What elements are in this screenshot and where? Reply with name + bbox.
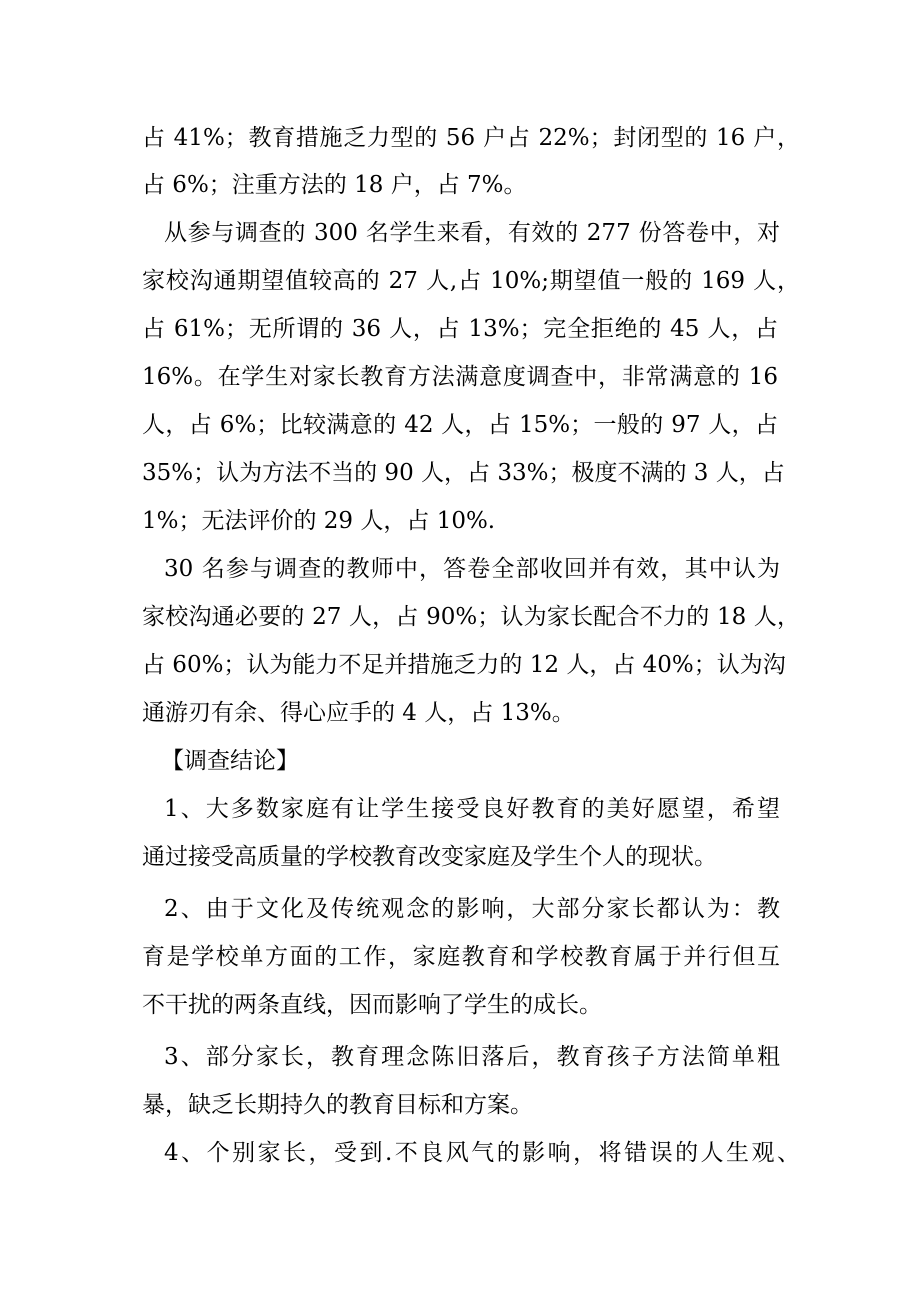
text-line: 3、部分家长，教育理念陈旧落后，教育孩子方法简单粗	[164, 1044, 780, 1070]
text-line: 通过接受高质量的学校教育改变家庭及学生个人的现状。	[142, 844, 717, 870]
text-line: 育是学校单方面的工作，家庭教育和学校教育属于并行但互	[142, 944, 780, 970]
text-line: 人，占 6%；比较满意的 42 人，占 15%；一般的 97 人，占	[142, 412, 778, 438]
text-line: 1、大多数家庭有让学生接受良好教育的美好愿望，希望	[164, 796, 780, 822]
section-heading: 【调查结论】	[161, 748, 299, 774]
text-line: 占 60%；认为能力不足并措施乏力的 12 人，占 40%；认为沟	[142, 652, 786, 678]
text-line: 4、个别家长，受到.不良风气的影响，将错误的人生观、	[164, 1140, 800, 1166]
text-line: 占 6%；注重方法的 18 户，占 7%。	[142, 172, 527, 198]
text-line: 从参与调查的 300 名学生来看，有效的 277 份答卷中，对	[164, 220, 780, 246]
text-line: 30 名参与调查的教师中，答卷全部收回并有效，其中认为	[164, 556, 780, 582]
text-line: 占 41%；教育措施乏力型的 56 户占 22%；封闭型的 16 户，	[142, 125, 800, 151]
text-line: 占 61%；无所谓的 36 人，占 13%；完全拒绝的 45 人，占	[142, 316, 778, 342]
text-line: 16%。在学生对家长教育方法满意度调查中，非常满意的 16	[142, 364, 778, 390]
text-line: 1%；无法评价的 29 人，占 10%.	[142, 508, 496, 534]
text-line: 35%；认为方法不当的 90 人，占 33%；极度不满的 3 人，占	[142, 460, 785, 486]
text-line: 家校沟通必要的 27 人，占 90%；认为家长配合不力的 18 人，	[142, 604, 800, 630]
text-line: 2、由于文化及传统观念的影响，大部分家长都认为：教	[164, 896, 780, 922]
text-line: 家校沟通期望值较高的 27 人,占 10%;期望值一般的 169 人，	[142, 268, 800, 294]
text-line: 通游刃有余、得心应手的 4 人，占 13%。	[142, 700, 575, 726]
text-line: 不干扰的两条直线，因而影响了学生的成长。	[142, 992, 602, 1018]
text-line: 暴，缺乏长期持久的教育目标和方案。	[142, 1092, 533, 1118]
